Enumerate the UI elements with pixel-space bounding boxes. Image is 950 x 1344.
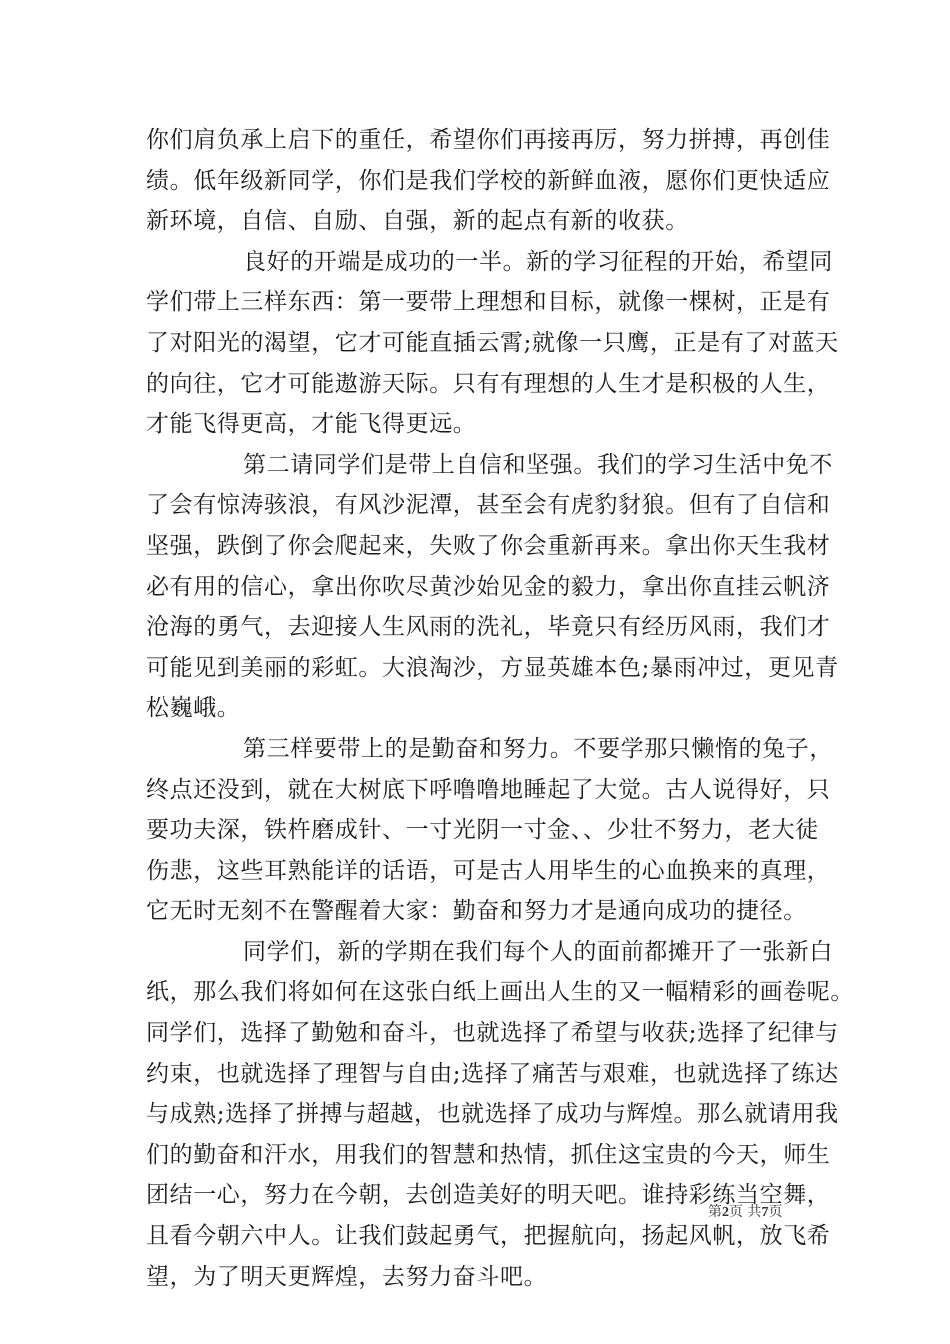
text-line: 绩。低年级新同学，你们是我们学校的新鲜血液，愿你们更快适应 xyxy=(146,167,831,194)
paragraph-start-line: 第三样要带上的是勤奋和努力。不要学那只懒惰的兔子， xyxy=(243,735,833,762)
page-number-footer xyxy=(708,1203,812,1222)
text-line: 们的勤奋和汗水，用我们的智慧和热情，抓住这宝贵的今天，师生 xyxy=(146,1141,831,1168)
footer-suffix: 页 xyxy=(768,1204,783,1220)
text-line: 约束，也就选择了理智与自由;选择了痛苦与艰难，也就选择了练达 xyxy=(146,1060,839,1087)
text-line: 了会有惊涛骇浪，有风沙泥潭，甚至会有虎豹豺狼。但有了自信和 xyxy=(146,492,831,519)
text-line: 坚强，跌倒了你会爬起来，失败了你会重新再来。拿出你天生我材 xyxy=(146,532,831,559)
paragraph-start-line: 同学们，新的学期在我们每个人的面前都摊开了一张新白 xyxy=(243,938,833,965)
text-line: 同学们，选择了勤勉和奋斗，也就选择了希望与收获;选择了纪律与 xyxy=(146,1020,839,1047)
text-line: 可能见到美丽的彩虹。大浪淘沙，方显英雄本色;暴雨冲过，更见青 xyxy=(146,654,839,681)
text-line: 它无时无刻不在警醒着大家：勤奋和努力才是通向成功的捷径。 xyxy=(146,898,807,925)
text-line: 你们肩负承上启下的重任，希望你们再接再厉，努力拼搏，再创佳 xyxy=(146,127,831,153)
paragraph-start-line: 良好的开端是成功的一半。新的学习征程的开始，希望同 xyxy=(243,248,833,275)
text-line: 才能飞得更高，才能飞得更远。 xyxy=(146,411,477,438)
paragraph-start-line: 第二请同学们是带上自信和坚强。我们的学习生活中免不 xyxy=(243,451,833,478)
text-line: 望，为了明天更辉煌，去努力奋斗吧。 xyxy=(146,1263,548,1290)
text-line: 与成熟;选择了拼搏与超越，也就选择了成功与辉煌。那么就请用我 xyxy=(146,1101,839,1128)
total-pages-number: 7 xyxy=(761,1205,769,1220)
text-line: 终点还没到，就在大树底下呼噜噜地睡起了大觉。古人说得好，只 xyxy=(146,776,831,803)
text-line: 伤悲，这些耳熟能详的话语，可是古人用毕生的心血换来的真理， xyxy=(146,857,831,884)
text-line: 新环境，自信、自励、自强，新的起点有新的收获。 xyxy=(146,208,689,235)
text-line: 团结一心，努力在今朝，去创造美好的明天吧。谁持彩练当空舞， xyxy=(146,1182,831,1209)
text-line: 沧海的勇气，去迎接人生风雨的洗礼，毕竟只有经历风雨，我们才 xyxy=(146,614,831,641)
text-line: 要功夫深，铁杵磨成针、一寸光阴一寸金、、少壮不努力，老大徒 xyxy=(146,817,819,844)
text-line: 必有用的信心，拿出你吹尽黄沙始见金的毅力，拿出你直挂云帆济 xyxy=(146,573,831,600)
body-text xyxy=(146,120,854,1297)
footer-middle: 页 共 xyxy=(729,1204,762,1220)
text-line: 了对阳光的渴望，它才可能直插云霄;就像一只鹰，正是有了对蓝天 xyxy=(146,329,839,356)
footer-prefix: 第 xyxy=(708,1204,722,1220)
text-line: 松巍峨。 xyxy=(146,695,241,722)
text-line: 学们带上三样东西：第一要带上理想和目标，就像一棵树，正是有 xyxy=(146,289,831,316)
text-line: 纸，那么我们将如何在这张白纸上画出人生的又一幅精彩的画卷呢。 xyxy=(146,979,854,1006)
current-page-number: 2 xyxy=(722,1205,729,1220)
text-line: 的向往，它才可能遨游天际。只有有理想的人生才是积极的人生， xyxy=(146,370,831,397)
text-line: 且看今朝六中人。让我们鼓起勇气，把握航向，扬起风帆，放飞希 xyxy=(146,1223,831,1250)
